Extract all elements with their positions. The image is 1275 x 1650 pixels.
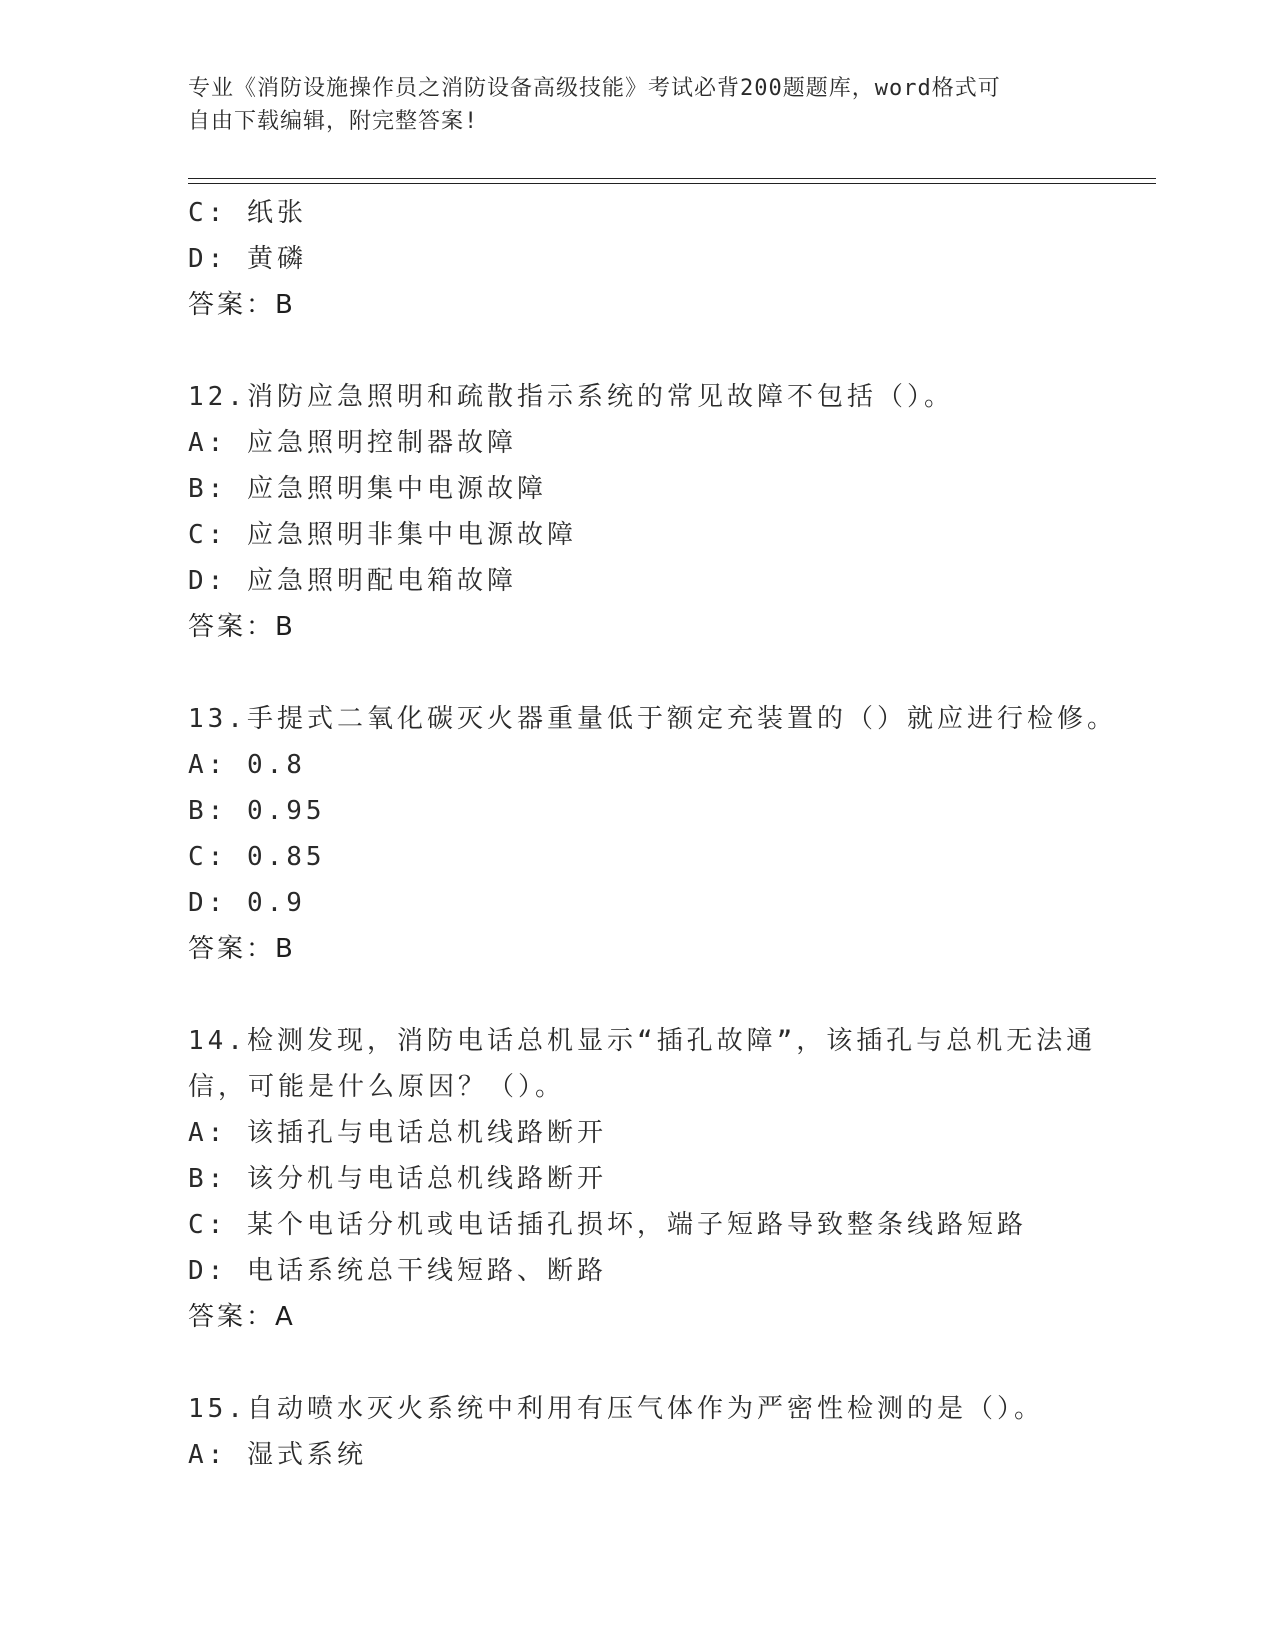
question-12 — [188, 374, 1088, 650]
option-c: C: 某个电话分机或电话插孔损坏，端子短路导致整条线路短路 — [188, 1210, 1027, 1240]
question-stem-line-1: 14.检测发现，消防电话总机显示“插孔故障”，该插孔与总机无法通 — [188, 1026, 1097, 1056]
header-divider-bottom — [188, 183, 1156, 184]
question-14 — [188, 1018, 1097, 1340]
option-c: C: 应急照明非集中电源故障 — [188, 520, 577, 550]
option-c: C: 纸张 — [188, 198, 307, 228]
option-b: B: 0.95 — [188, 796, 326, 826]
question-13 — [188, 696, 1117, 972]
option-d: D: 黄磷 — [188, 244, 307, 274]
answer-label: 答案：B — [188, 612, 296, 642]
option-a: A: 湿式系统 — [188, 1440, 367, 1470]
spacer — [188, 972, 1088, 1018]
spacer — [188, 1340, 1088, 1386]
answer-label: 答案：A — [188, 1302, 296, 1332]
spacer — [188, 328, 1088, 374]
question-stem: 12.消防应急照明和疏散指示系统的常见故障不包括（）。 — [188, 382, 954, 412]
document-header — [188, 72, 1088, 138]
header-line-1: 专业《消防设施操作员之消防设备高级技能》考试必背200题题库，word格式可 — [188, 76, 1001, 101]
answer-label: 答案：B — [188, 290, 296, 320]
option-a: A: 应急照明控制器故障 — [188, 428, 517, 458]
option-d: D: 电话系统总干线短路、断路 — [188, 1256, 607, 1286]
question-stem: 13.手提式二氧化碳灭火器重量低于额定充装置的（）就应进行检修。 — [188, 704, 1117, 734]
question-stem: 15.自动喷水灭火系统中利用有压气体作为严密性检测的是（）。 — [188, 1394, 1044, 1424]
option-c: C: 0.85 — [188, 842, 326, 872]
question-15 — [188, 1386, 1088, 1478]
question-stem-line-2: 信，可能是什么原因？（）。 — [188, 1072, 566, 1102]
question-11-continuation — [188, 190, 1088, 328]
option-b: B: 应急照明集中电源故障 — [188, 474, 547, 504]
option-b: B: 该分机与电话总机线路断开 — [188, 1164, 607, 1194]
answer-label: 答案：B — [188, 934, 296, 964]
option-d: D: 0.9 — [188, 888, 306, 918]
option-a: A: 0.8 — [188, 750, 306, 780]
option-a: A: 该插孔与电话总机线路断开 — [188, 1118, 607, 1148]
option-d: D: 应急照明配电箱故障 — [188, 566, 517, 596]
question-list — [188, 190, 1117, 1478]
header-divider-top — [188, 178, 1156, 179]
header-line-2: 自由下载编辑，附完整答案! — [188, 109, 479, 134]
spacer — [188, 650, 1088, 696]
